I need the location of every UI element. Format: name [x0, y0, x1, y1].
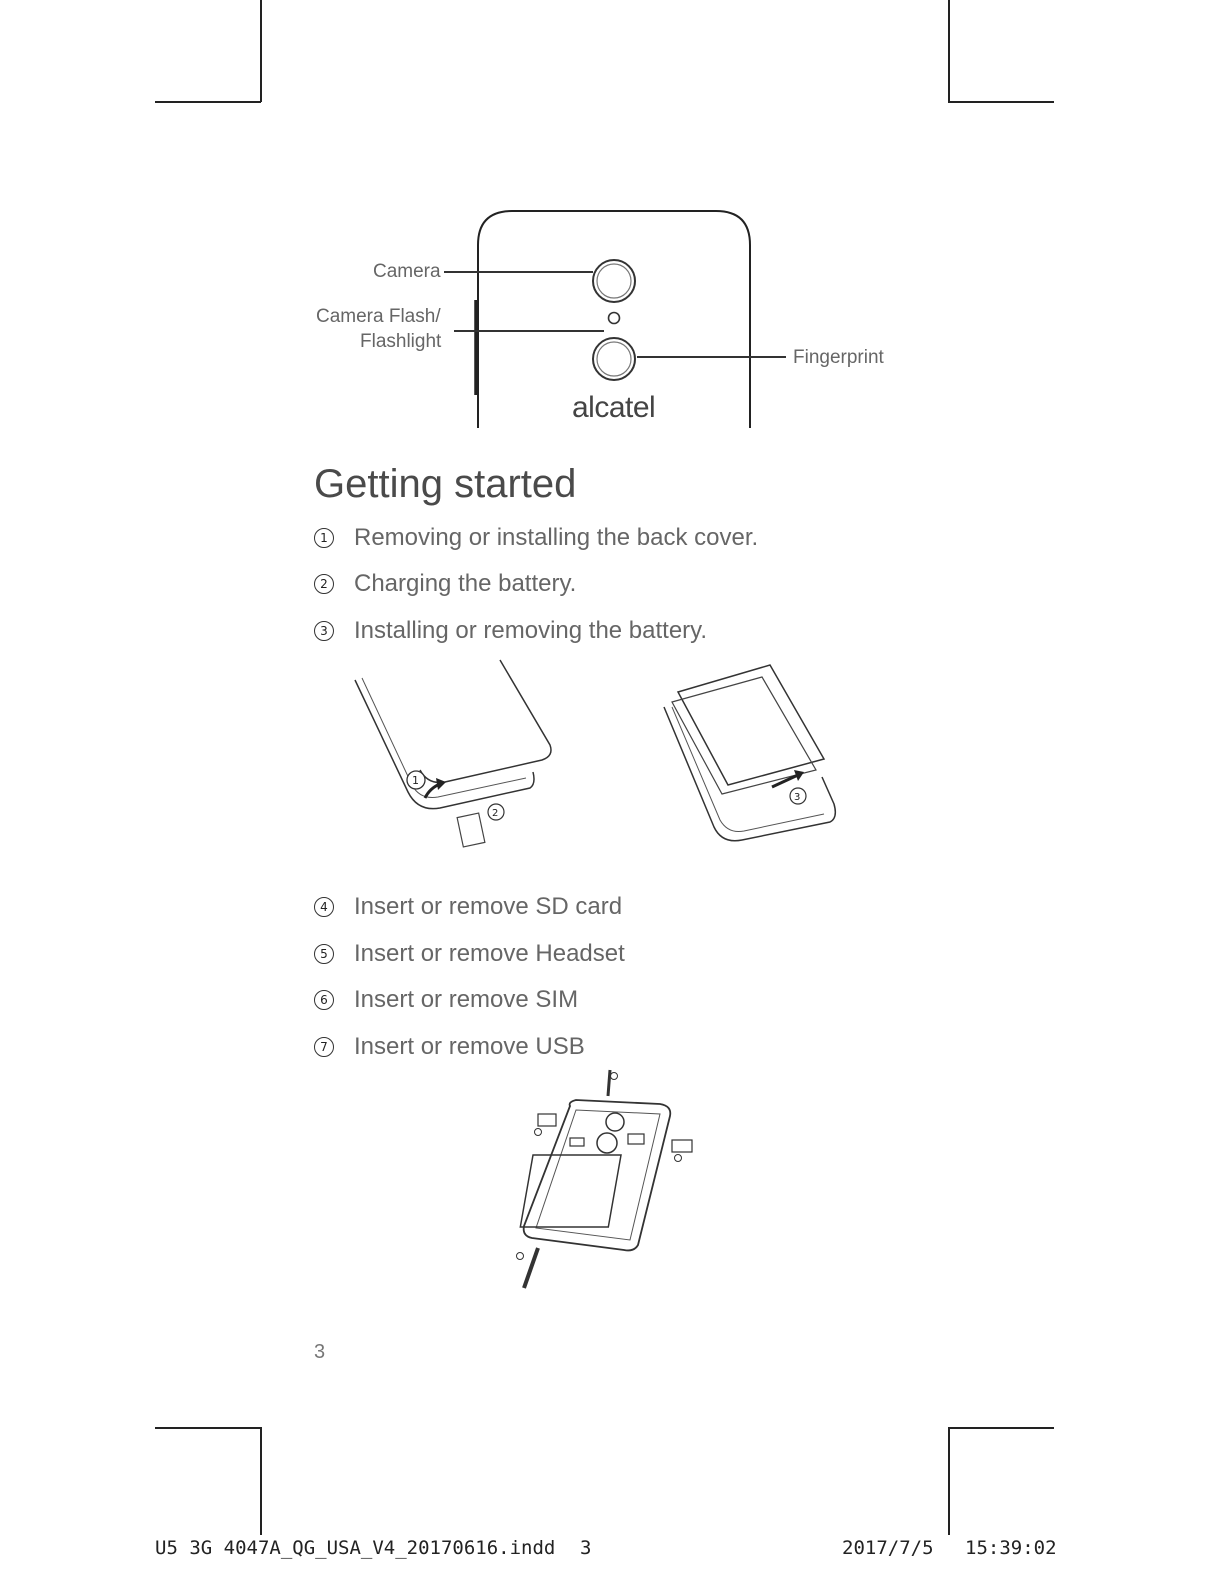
step-item — [314, 986, 578, 1014]
slug-time: 15:39:02 — [965, 1537, 1057, 1559]
step-text: Removing or installing the back cover. — [354, 524, 759, 551]
flashlight-label: Flashlight — [360, 331, 442, 352]
step-number: 6 — [314, 990, 334, 1010]
crop-mark — [948, 1427, 950, 1535]
svg-text:2: 2 — [492, 808, 499, 819]
step-item — [314, 893, 622, 921]
phone-back-illustration — [0, 0, 1219, 440]
step-text: Insert or remove USB — [354, 1033, 585, 1060]
phone-internals-illustration — [520, 1070, 700, 1300]
step-text: Installing or removing the battery. — [354, 617, 708, 644]
flash-icon — [609, 313, 620, 324]
step-text: Insert or remove SIM — [354, 986, 579, 1013]
step-number: 2 — [314, 574, 334, 594]
battery-illustration — [662, 662, 842, 852]
step-number: 3 — [314, 621, 334, 641]
step-item — [314, 617, 707, 645]
step-number: 5 — [314, 944, 334, 964]
brand-logo: alcatel — [572, 391, 656, 424]
page-number: 3 — [314, 1341, 326, 1363]
crop-mark — [155, 1427, 261, 1429]
fingerprint-sensor-icon — [593, 338, 635, 380]
svg-text:1: 1 — [412, 774, 419, 787]
step-item — [314, 1033, 585, 1061]
camera-flash-label: Camera Flash/ — [316, 306, 441, 327]
back-cover-illustration — [350, 660, 550, 860]
slug-page: 3 — [580, 1537, 592, 1559]
svg-text:3: 3 — [794, 792, 801, 803]
step-item — [314, 570, 576, 598]
step-number: 7 — [314, 1037, 334, 1057]
section-title: Getting started — [314, 462, 577, 506]
step-number: 4 — [314, 897, 334, 917]
fingerprint-label: Fingerprint — [793, 347, 884, 368]
crop-mark — [948, 1427, 1054, 1429]
crop-mark — [260, 1427, 262, 1535]
step-number: 1 — [314, 528, 334, 548]
step-item — [314, 940, 625, 968]
step-text: Insert or remove SD card — [354, 893, 623, 920]
slug-date: 2017/7/5 — [842, 1537, 934, 1559]
step-text: Insert or remove Headset — [354, 940, 625, 967]
step-text: Charging the battery. — [354, 570, 577, 597]
camera-lens-icon — [593, 260, 635, 302]
step-item — [314, 524, 758, 552]
slug-filename: U5 3G 4047A_QG_USA_V4_20170616.indd — [155, 1537, 556, 1559]
camera-label: Camera — [373, 261, 441, 282]
